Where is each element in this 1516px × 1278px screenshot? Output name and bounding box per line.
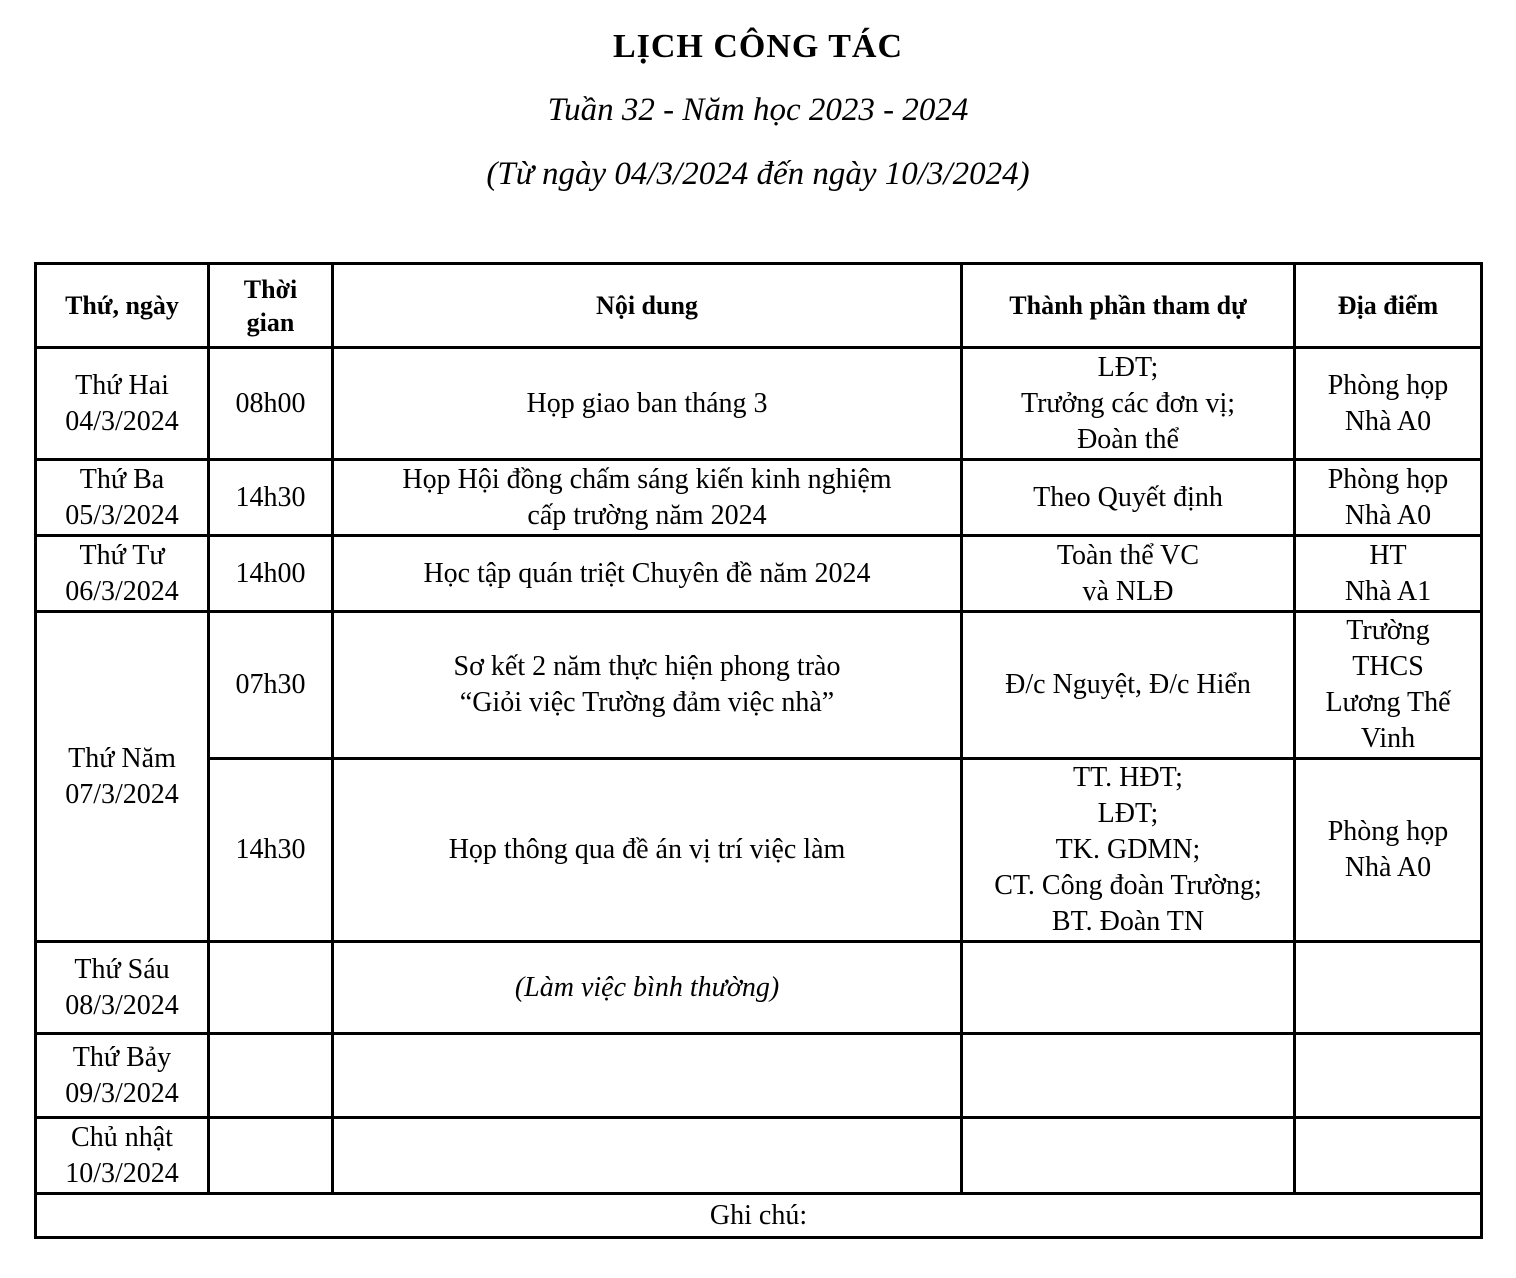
day-date: 08/3/2024 xyxy=(65,989,179,1021)
attendee-line: BT. Đoàn TN xyxy=(1051,906,1205,937)
day-date: 06/3/2024 xyxy=(65,575,179,607)
day-name: Thứ Tư xyxy=(79,539,165,571)
notes-label: Ghi chú: xyxy=(36,1194,1482,1238)
attendees-cell xyxy=(962,942,1295,1034)
content-line: “Giỏi việc Trường đảm việc nhà” xyxy=(459,687,835,718)
row-tuesday xyxy=(36,460,1482,536)
attendees-cell xyxy=(962,759,1295,942)
time-cell xyxy=(209,942,333,1034)
content-cell xyxy=(333,1034,962,1118)
row-saturday xyxy=(36,1034,1482,1118)
location-cell xyxy=(1295,942,1482,1034)
attendee-line: Đoàn thể xyxy=(1077,423,1179,455)
page-subtitle: Tuần 32 - Năm học 2023 - 2024 xyxy=(547,92,969,128)
location-cell xyxy=(1295,460,1482,536)
day-date: 04/3/2024 xyxy=(65,405,179,437)
location-line: Trường xyxy=(1346,615,1430,646)
location-cell xyxy=(1295,348,1482,460)
day-name: Thứ Hai xyxy=(75,369,169,401)
row-sunday xyxy=(36,1118,1482,1194)
attendees-cell xyxy=(962,1118,1295,1194)
location-cell xyxy=(1295,759,1482,942)
content-cell xyxy=(333,460,962,536)
attendees-cell: Theo Quyết định xyxy=(962,460,1295,536)
attendee-line: CT. Công đoàn Trường; xyxy=(994,870,1262,901)
content-cell: (Làm việc bình thường) xyxy=(333,942,962,1034)
day-cell xyxy=(36,1118,209,1194)
day-cell xyxy=(36,460,209,536)
day-date: 10/3/2024 xyxy=(65,1157,179,1189)
day-name: Thứ Ba xyxy=(79,463,165,495)
row-notes xyxy=(36,1194,1482,1238)
content-line: cấp trường năm 2024 xyxy=(527,499,767,531)
time-cell xyxy=(209,1118,333,1194)
location-line: Lương Thế xyxy=(1325,687,1451,718)
attendee-line: và NLĐ xyxy=(1082,575,1174,607)
day-cell xyxy=(36,942,209,1034)
day-name: Thứ Năm xyxy=(68,742,176,774)
location-line: Phòng họp xyxy=(1327,369,1449,401)
col-header-time-line1: Thời xyxy=(243,274,298,304)
time-cell: 08h00 xyxy=(209,348,333,460)
attendee-line: LĐT; xyxy=(1097,351,1159,383)
attendee-line: TK. GDMN; xyxy=(1055,834,1201,865)
attendee-line: TT. HĐT; xyxy=(1073,762,1183,793)
day-cell xyxy=(36,348,209,460)
location-line: Nhà A1 xyxy=(1344,575,1432,607)
col-header-time-line2: gian xyxy=(246,307,295,337)
location-line: Nhà A0 xyxy=(1344,405,1432,437)
location-cell xyxy=(1295,1034,1482,1118)
attendee-line: Trưởng các đơn vị; xyxy=(1020,387,1236,419)
col-header-time xyxy=(209,264,333,348)
day-name: Thứ Sáu xyxy=(74,953,170,985)
attendees-cell: Đ/c Nguyệt, Đ/c Hiển xyxy=(962,612,1295,759)
col-header-attendees: Thành phần tham dự xyxy=(962,264,1295,348)
day-cell xyxy=(36,612,209,942)
location-cell xyxy=(1295,612,1482,759)
row-thursday-morning xyxy=(36,612,1482,759)
attendees-cell xyxy=(962,1034,1295,1118)
row-wednesday xyxy=(36,536,1482,612)
row-monday xyxy=(36,348,1482,460)
day-name: Thứ Bảy xyxy=(72,1041,172,1073)
col-header-day: Thứ, ngày xyxy=(36,264,209,348)
content-cell: Họp thông qua đề án vị trí việc làm xyxy=(333,759,962,942)
row-friday xyxy=(36,942,1482,1034)
content-cell xyxy=(333,612,962,759)
location-cell xyxy=(1295,1118,1482,1194)
day-cell xyxy=(36,1034,209,1118)
attendees-cell xyxy=(962,348,1295,460)
day-cell xyxy=(36,536,209,612)
location-line: Phòng họp xyxy=(1327,816,1449,847)
attendees-cell xyxy=(962,536,1295,612)
schedule-table xyxy=(34,262,1483,1239)
date-range: (Từ ngày 04/3/2024 đến ngày 10/3/2024) xyxy=(486,156,1030,192)
time-cell: 07h30 xyxy=(209,612,333,759)
time-cell: 14h30 xyxy=(209,460,333,536)
attendee-line: Toàn thể VC xyxy=(1056,539,1200,571)
page-title: LỊCH CÔNG TÁC xyxy=(612,28,904,65)
location-line: Nhà A0 xyxy=(1344,499,1432,531)
attendee-line: LĐT; xyxy=(1097,798,1159,829)
content-cell: Họp giao ban tháng 3 xyxy=(333,348,962,460)
col-header-location: Địa điểm xyxy=(1295,264,1482,348)
content-line: Họp Hội đồng chấm sáng kiến kinh nghiệm xyxy=(402,463,892,495)
time-cell: 14h00 xyxy=(209,536,333,612)
location-line: HT xyxy=(1369,539,1407,571)
day-date: 09/3/2024 xyxy=(65,1077,179,1109)
row-thursday-afternoon xyxy=(36,759,1482,942)
time-cell: 14h30 xyxy=(209,759,333,942)
header-row xyxy=(36,264,1482,348)
location-line: Phòng họp xyxy=(1327,463,1449,495)
content-cell xyxy=(333,1118,962,1194)
content-cell: Học tập quán triệt Chuyên đề năm 2024 xyxy=(333,536,962,612)
location-cell xyxy=(1295,536,1482,612)
location-line: Vinh xyxy=(1360,723,1416,754)
location-line: THCS xyxy=(1352,651,1424,682)
col-header-content: Nội dung xyxy=(333,264,962,348)
content-line: Sơ kết 2 năm thực hiện phong trào xyxy=(453,651,841,682)
day-date: 05/3/2024 xyxy=(65,499,179,531)
day-name: Chủ nhật xyxy=(71,1121,173,1153)
time-cell xyxy=(209,1034,333,1118)
day-date: 07/3/2024 xyxy=(65,778,179,810)
location-line: Nhà A0 xyxy=(1344,852,1432,883)
